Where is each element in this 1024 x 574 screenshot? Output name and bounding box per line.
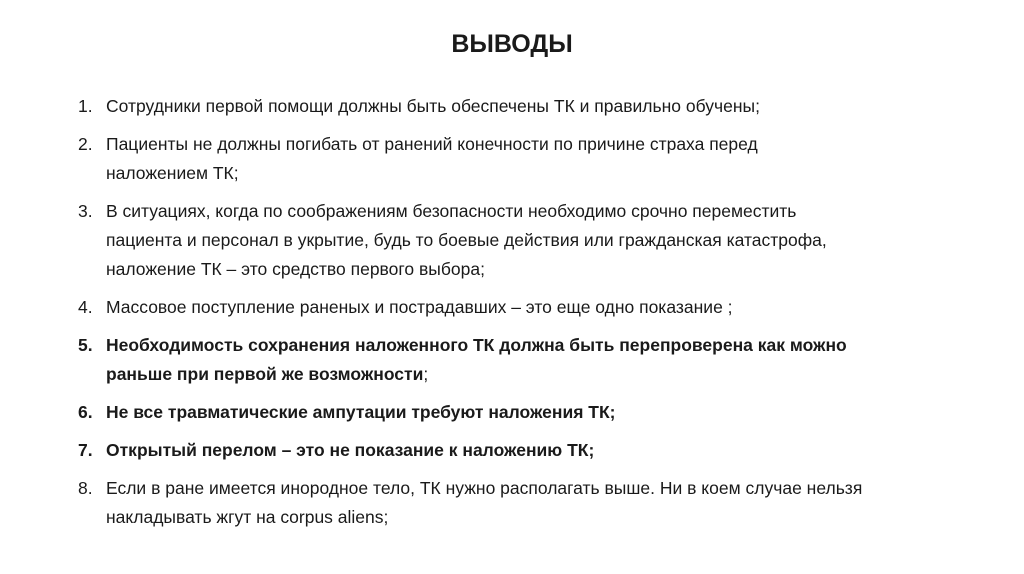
item-text: Массовое поступление раненых и пострадавших – это еще одно показание ; — [106, 297, 733, 317]
item-number: 3. — [78, 201, 93, 221]
item-text: Открытый перелом – это не показание к наложению ТК; — [106, 440, 595, 460]
item-text: Сотрудники первой помощи должны быть обеспечены ТК и правильно обучены; — [106, 96, 760, 116]
item-text: раньше при первой же возможности — [106, 364, 424, 384]
item-line — [106, 503, 862, 532]
item-line — [106, 197, 827, 226]
slide-title: ВЫВОДЫ — [451, 30, 573, 58]
list-item — [78, 92, 862, 121]
item-line — [106, 293, 733, 322]
list-item — [78, 130, 862, 188]
list-item — [78, 197, 862, 284]
item-line — [106, 331, 847, 360]
list-item — [78, 331, 862, 389]
list-item — [78, 436, 862, 465]
item-text: Пациенты не должны погибать от ранений конечности по причине страха перед — [106, 134, 758, 154]
item-line — [106, 398, 616, 427]
item-line — [106, 130, 758, 159]
item-line — [106, 474, 862, 503]
item-text: В ситуациях, когда по соображениям безопасности необходимо срочно переместить — [106, 201, 797, 221]
item-line — [106, 226, 827, 255]
item-text: Необходимость сохранения наложенного ТК должна быть перепроверена как можно — [106, 335, 847, 355]
list-item — [78, 474, 862, 532]
list-item — [78, 398, 862, 427]
item-text: Не все травматические ампутации требуют наложения ТК; — [106, 402, 616, 422]
item-text: наложение ТК – это средство первого выбора; — [106, 259, 485, 279]
item-number: 5. — [78, 335, 93, 355]
item-text: накладывать жгут на corpus aliens; — [106, 507, 389, 527]
item-number: 8. — [78, 478, 93, 498]
item-line — [106, 92, 760, 121]
item-tail: ; — [423, 364, 429, 384]
item-line — [106, 360, 847, 389]
item-text: пациента и персонал в укрытие, будь то боевые действия или гражданская катастрофа, — [106, 230, 827, 250]
item-number: 4. — [78, 297, 93, 317]
item-number: 2. — [78, 134, 93, 154]
item-line — [106, 436, 594, 465]
item-text: Если в ране имеется инородное тело, ТК нужно располагать выше. Ни в коем случае нельзя — [106, 478, 863, 498]
item-line — [106, 159, 758, 188]
list-item — [78, 293, 862, 322]
item-line — [106, 255, 827, 284]
conclusions-list — [78, 92, 862, 541]
item-number: 6. — [78, 402, 93, 422]
item-number: 7. — [78, 440, 93, 460]
item-text: наложением ТК; — [106, 163, 239, 183]
item-number: 1. — [78, 96, 93, 116]
